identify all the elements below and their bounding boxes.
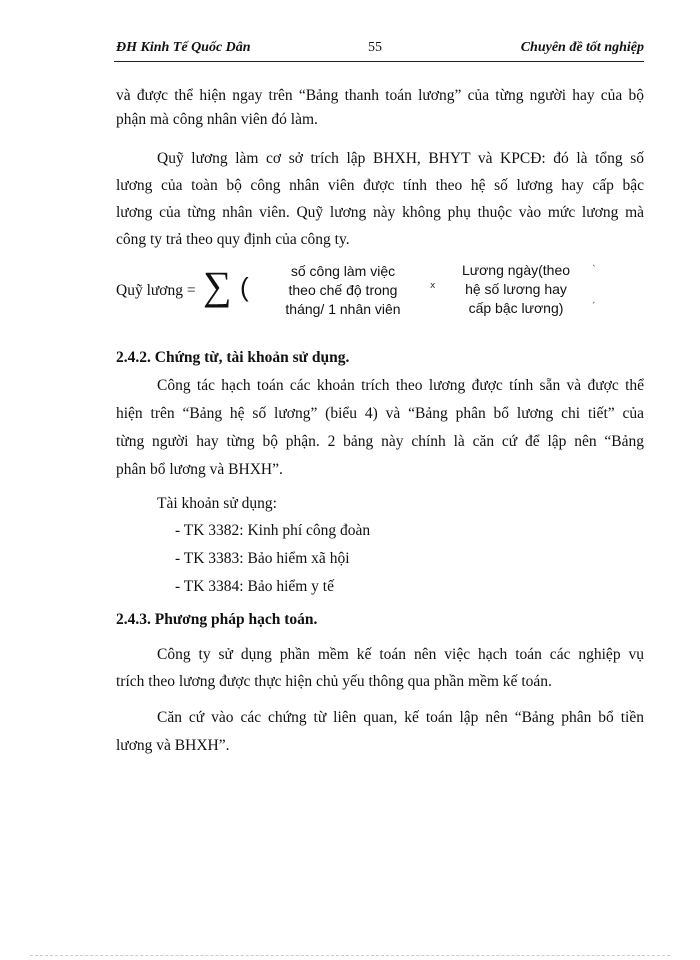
paragraph-line: trích theo lương được thực hiện chủ yếu thông qua phần mềm kế toán. (116, 673, 552, 690)
paragraph-line: Công tác hạch toán các khoản trích theo lương được tính sẵn và được thể (157, 377, 644, 394)
formula-term-line: Lương ngày(theo (461, 262, 571, 278)
account-item: - TK 3382: Kinh phí công đoàn (175, 522, 371, 539)
formula-term-line: tháng/ 1 nhân viên (285, 301, 401, 317)
formula-label: Quỹ lương = (116, 282, 196, 299)
accounts-label: Tài khoản sử dụng: (157, 495, 277, 512)
section-heading: 2.4.3. Phương pháp hạch toán. (116, 611, 318, 628)
formula-term-line: hệ số lương hay (465, 281, 567, 297)
header-rule (114, 61, 644, 62)
page-number: 55 (368, 40, 382, 55)
header-university: ĐH Kinh Tế Quốc Dân (116, 40, 251, 55)
paragraph-line: Căn cứ vào các chứng từ liên quan, kế toán lập nên “Bảng phân bổ tiền (157, 709, 644, 726)
paragraph-line: công ty trả theo quy định của công ty. (116, 231, 350, 248)
account-item: - TK 3383: Bảo hiểm xã hội (175, 550, 350, 567)
paragraph-line: Quỹ lương làm cơ sở trích lập BHXH, BHYT và KPCĐ: đó là tổng số (157, 150, 644, 167)
paragraph-line: từng người hay từng bộ phận. 2 bảng này chính là căn cứ để lập nên “Bảng (116, 433, 644, 450)
paragraph-line: hiện trên “Bảng hệ số lương” (biểu 4) và “Bảng phân bổ lương chi tiết” của (116, 405, 644, 422)
paragraph-line: lương của toàn bộ công nhân viên được tính theo hệ số lương hay cấp bậc (116, 177, 644, 194)
formula-term-line: theo chế độ trong (288, 282, 398, 298)
formula-term-work-days (268, 262, 418, 319)
section-heading: 2.4.2. Chứng từ, tài khoản sử dụng. (116, 349, 350, 366)
formula-term-line: cấp bậc lương) (468, 300, 564, 316)
formula-term-line: số công làm việc (290, 263, 396, 279)
page-header (116, 40, 644, 62)
formula-term-daily-wage (446, 261, 586, 318)
paragraph-line: phân bổ lương và BHXH”. (116, 461, 283, 478)
formula-open-paren: ( (240, 272, 249, 302)
header-title: Chuyên đề tốt nghiệp (520, 40, 644, 55)
page-bottom-border (30, 955, 670, 956)
paragraph-line: lương của từng nhân viên. Quỹ lương này không phụ thuộc vào mức lương mà (116, 204, 644, 221)
paragraph-line: và được thể hiện ngay trên “Bảng thanh toán lương” của từng người hay của bộ (116, 87, 644, 104)
sigma-symbol: ∑ (203, 263, 232, 308)
formula-close-mark-bottom: ´ (591, 302, 596, 312)
paragraph-line: phận mà công nhân viên đó làm. (116, 111, 318, 128)
paragraph-line: lương và BHXH”. (116, 737, 230, 754)
account-item: - TK 3384: Bảo hiểm y tế (175, 578, 334, 595)
formula-close-mark-top: ` (592, 265, 597, 275)
paragraph-line: Công ty sử dụng phần mềm kế toán nên việc hạch toán các nghiệp vụ (157, 646, 644, 663)
formula-multiply-sign: x (430, 281, 436, 291)
